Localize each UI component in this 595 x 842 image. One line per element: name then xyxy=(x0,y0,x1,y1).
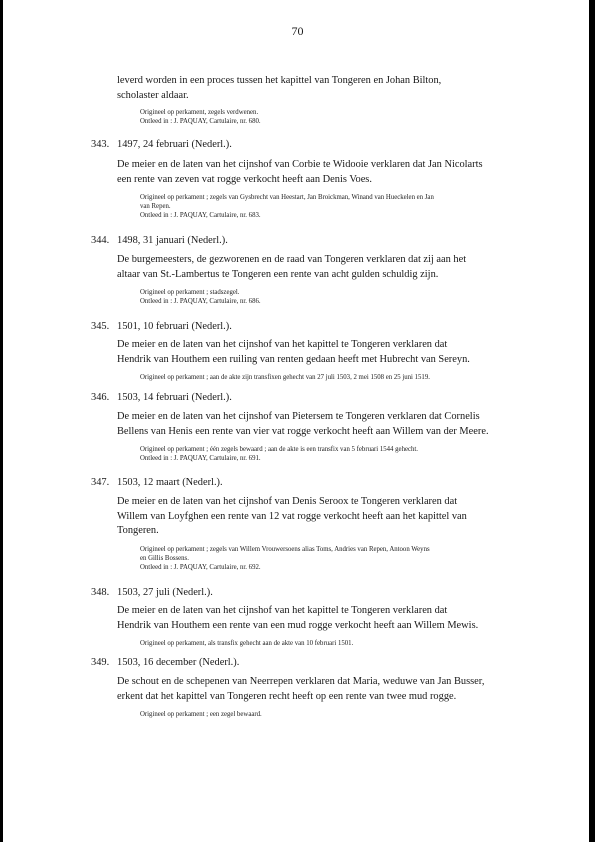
body-line: De meier en de laten van het cijnshof van Corbie te Widooie verklaren dat Jan Nicolarts xyxy=(117,159,483,170)
entry-number: 348. xyxy=(91,587,110,598)
entry-body xyxy=(117,495,532,572)
note-line: Ontleed in : J. PAQUAY, Cartulaire, nr. 686. xyxy=(140,298,261,306)
body-line: Hendrik van Houthem een ruiling van renten gedaan heeft met Hubrecht van Sereyn. xyxy=(117,353,470,365)
note-line: Origineel op perkament ; een zegel bewaard. xyxy=(140,711,262,718)
note-line: Origineel op perkament, zegels verdwenen. xyxy=(140,109,259,116)
body-line: De meier en de laten van het cijnshof van Denis Seroox te Tongeren verklaren dat xyxy=(117,496,458,507)
page-number: 70 xyxy=(291,24,304,38)
entry-heading xyxy=(91,320,232,335)
body-line: Willem van Loyfghen een rente van 12 vat rogge verkocht heeft aan het kapittel van xyxy=(117,510,467,522)
scan-edge-right xyxy=(589,0,595,842)
body-line: erkent dat het kapittel van Tongeren recht heeft op een rente van twee mud rogge. xyxy=(117,690,457,702)
entry-date: 1503, 27 juli (Nederl.). xyxy=(117,587,213,598)
entry-body xyxy=(117,675,532,719)
continuation-block xyxy=(117,74,532,126)
body-line: De schout en de schepenen van Neerrepen verklaren dat Maria, weduwe van Jan Busser, xyxy=(117,676,485,687)
note-line: Ontleed in : J. PAQUAY, Cartulaire, nr. 691. xyxy=(140,455,261,463)
entry-number: 345. xyxy=(91,321,110,332)
body-line: De burgemeesters, de gezworenen en de raad van Tongeren verklaren dat zij aan het xyxy=(117,254,467,265)
note-line: Origineel op perkament ; zegels van Gysbrecht van Heestart, Jan Broickman, Winand van Hueckelen en Jan xyxy=(140,194,434,201)
entry-body xyxy=(117,338,532,382)
entry-number: 343. xyxy=(91,139,110,150)
note-line: Origineel op perkament ; zegels van Willem Vrouwersoens alias Toms, Andries van Repen, Antoon Weyns xyxy=(140,545,430,553)
entry-number: 347. xyxy=(91,477,110,488)
entry-heading xyxy=(91,391,232,406)
entry-body xyxy=(117,253,532,306)
body-line: De meier en de laten van het cijnshof van het kapittel te Tongeren verklaren dat xyxy=(117,605,448,616)
entry-number: 349. xyxy=(91,657,110,668)
entry-date: 1498, 31 januari (Nederl.). xyxy=(117,235,228,246)
entry-date: 1497, 24 februari (Nederl.). xyxy=(117,139,232,150)
entry-body xyxy=(117,410,532,463)
entry-number: 344. xyxy=(91,235,110,246)
note-line: Origineel op perkament ; stadszegel. xyxy=(140,289,240,296)
entry-body xyxy=(117,604,532,648)
entry-heading xyxy=(91,586,213,601)
entry-heading xyxy=(91,138,232,153)
entry-date: 1503, 12 maart (Nederl.). xyxy=(117,477,223,488)
note-line: Origineel op perkament ; aan de akte zijn transfixen gehecht van 27 juli 1503, 2 mei 1508 en 25 juni 1519. xyxy=(140,374,430,381)
body-line: De meier en de laten van het cijnshof van Pietersem te Tongeren verklaren dat Cornelis xyxy=(117,411,480,422)
body-line: leverd worden in een proces tussen het kapittel van Tongeren en Johan Bilton, xyxy=(117,75,442,86)
entry-heading xyxy=(91,476,223,491)
note-line: Ontleed in : J. PAQUAY, Cartulaire, nr. 683. xyxy=(140,212,261,220)
body-line: Hendrik van Houthem een rente van een mud rogge verkocht heeft aan Willem Mewis. xyxy=(117,619,479,631)
body-line: altaar van St.-Lambertus te Tongeren een rente van acht gulden schuldig zijn. xyxy=(117,268,439,280)
body-line: Bellens van Henis een rente van vier vat rogge verkocht heeft aan Willem van der Meere. xyxy=(117,425,489,437)
body-line: scholaster aldaar. xyxy=(117,89,189,101)
note-line: Ontleed in : J. PAQUAY, Cartulaire, nr. 692. xyxy=(140,563,261,571)
note-line: en Gillis Bossens. xyxy=(140,554,189,562)
note-line: Ontleed in : J. PAQUAY, Cartulaire, nr. 680. xyxy=(140,118,261,126)
entry-heading xyxy=(91,234,228,249)
body-line: De meier en de laten van het cijnshof van het kapittel te Tongeren verklaren dat xyxy=(117,339,448,350)
entry-date: 1501, 10 februari (Nederl.). xyxy=(117,321,232,332)
entry-number: 346. xyxy=(91,392,110,403)
entry-date: 1503, 14 februari (Nederl.). xyxy=(117,392,232,403)
note-line: Origineel op perkament ; één zegels bewaard ; aan de akte is een transfix van 5 februari 1544 gehecht. xyxy=(140,446,418,453)
entry-date: 1503, 16 december (Nederl.). xyxy=(117,657,240,668)
body-line: een rente van zeven vat rogge verkocht heeft aan Denis Voes. xyxy=(117,173,372,185)
body-line: Tongeren. xyxy=(117,525,159,536)
entry-heading xyxy=(91,656,239,671)
note-line: van Repen. xyxy=(140,203,171,211)
entry-body xyxy=(117,158,532,221)
note-line: Origineel op perkament, als transfix gehecht aan de akte van 10 februari 1501. xyxy=(140,640,354,647)
scan-edge-left xyxy=(0,0,3,842)
